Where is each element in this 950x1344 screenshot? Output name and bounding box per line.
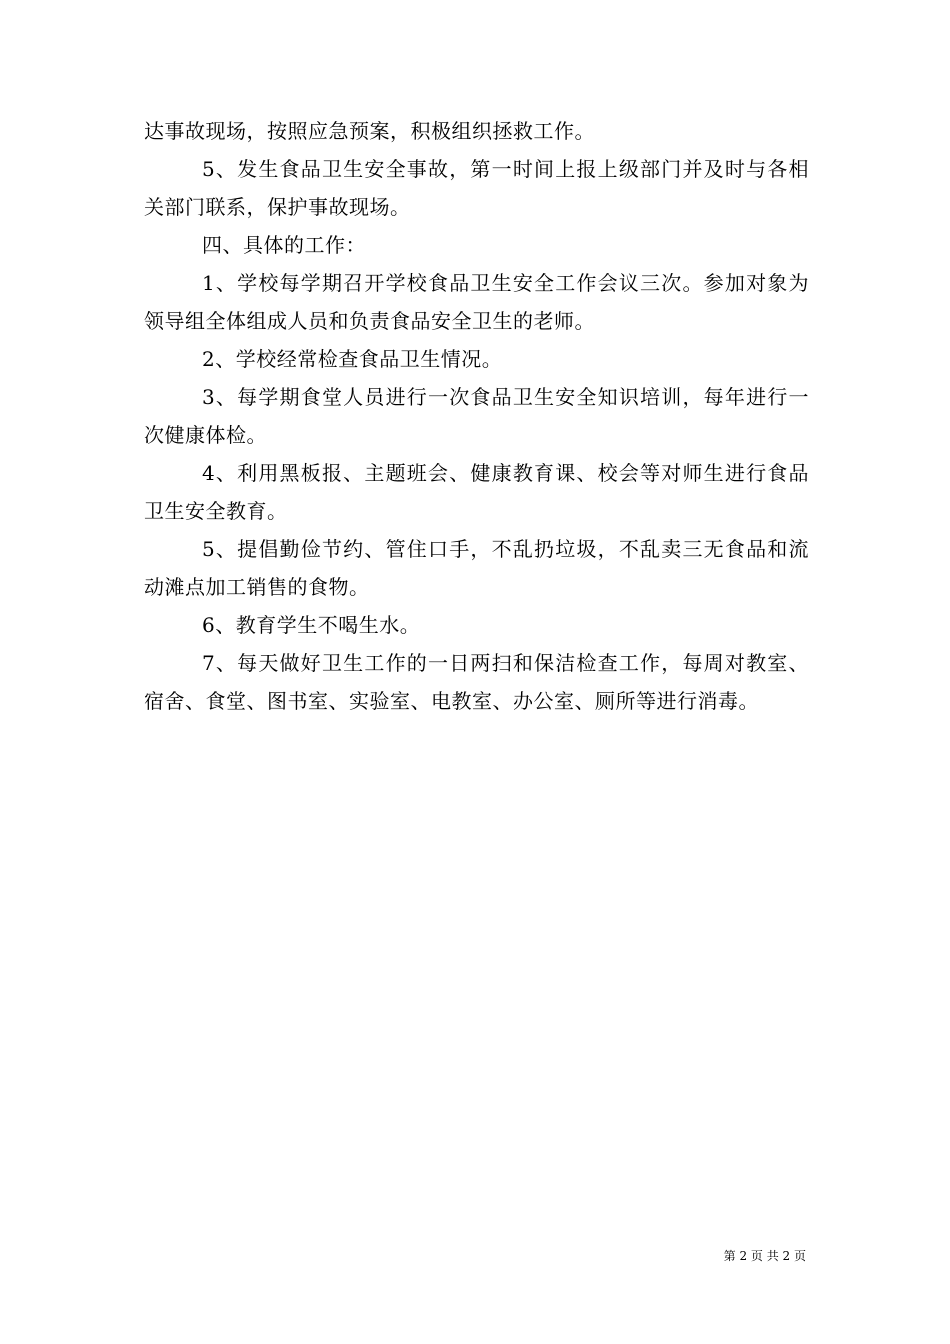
paragraph-continuation: 达事故现场，按照应急预案，积极组织拯救工作。 <box>144 119 595 143</box>
paragraph-item-2-inspection: 2、学校经常检查食品卫生情况。 <box>202 347 503 371</box>
paragraph-item-5-thrift: 5、提倡勤俭节约、管住口手，不乱扔垃圾，不乱卖三无食品和流动滩点加工销售的食物。 <box>144 537 809 599</box>
paragraph-item-6-water: 6、教育学生不喝生水。 <box>202 613 421 637</box>
document-body <box>144 112 809 720</box>
paragraph-item-3-training: 3、每学期食堂人员进行一次食品卫生安全知识培训，每年进行一次健康体检。 <box>144 385 809 447</box>
paragraph-item-1-meetings: 1、学校每学期召开学校食品卫生安全工作会议三次。参加对象为领导组全体组成人员和负责食品安全卫生的老师。 <box>144 271 809 333</box>
page-number-footer: 第 2 页 共 2 页 <box>723 1249 806 1263</box>
paragraph-item-7-cleaning: 7、每天做好卫生工作的一日两扫和保洁检查工作，每周对教室、宿舍、食堂、图书室、实验室、电教室、办公室、厕所等进行消毒。 <box>144 651 809 713</box>
paragraph-item-5-accident-report: 5、发生食品卫生安全事故，第一时间上报上级部门并及时与各相关部门联系，保护事故现场。 <box>144 157 809 219</box>
paragraph-item-4-education: 4、利用黑板报、主题班会、健康教育课、校会等对师生进行食品卫生安全教育。 <box>144 461 809 523</box>
section-heading-specific-work: 四、具体的工作： <box>202 233 366 257</box>
